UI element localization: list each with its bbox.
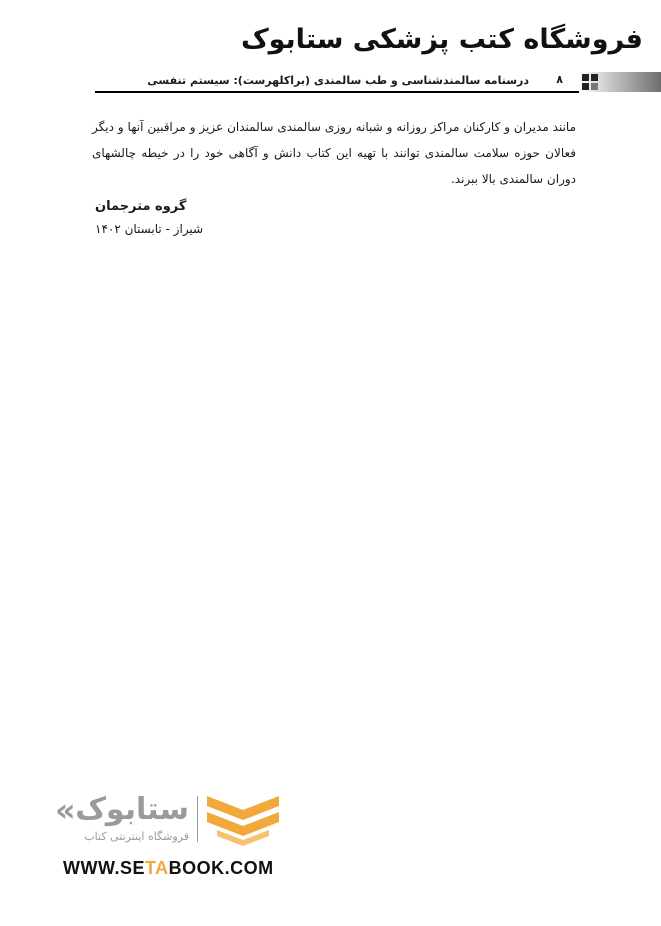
book-stack-icon xyxy=(203,790,283,846)
header-gradient-block xyxy=(579,72,661,92)
url-accent: TA xyxy=(145,858,169,878)
place-date: شیراز - تابستان ۱۴۰۲ xyxy=(95,222,204,236)
footer-url[interactable] xyxy=(63,858,274,879)
store-title: فروشگاه کتب پزشکی ستابوک xyxy=(240,24,643,55)
logo-wordmark: ستابوک xyxy=(75,792,189,827)
signature xyxy=(95,196,203,240)
translators-group: گروه مترجمان xyxy=(95,199,187,214)
logo-subtitle: فروشگاه اینترنتی کتاب xyxy=(84,830,189,843)
running-header xyxy=(95,70,661,94)
page-number: ۸ xyxy=(556,73,563,86)
header-squares-icon xyxy=(582,74,598,90)
header-rule xyxy=(95,91,579,93)
url-part-2: BOOK.COM xyxy=(168,858,274,878)
body-paragraph: مانند مدیران و کارکنان مراکز روزانه و شبانه روزی سالمندی سالمندان عزیز و مراقبین آنها و دیگر فعالان حوزه سلامت سالمندی توانند با تهیه این کتاب دانش و آگاهی خود را در خیطه چالشهای دوران سالمندی بالا ببرند. xyxy=(92,120,576,186)
running-header-text: درسنامه سالمندشناسی و طب سالمندی (براکلهرست): سیستم تنفسی xyxy=(147,74,529,87)
url-part-1: WWW.SE xyxy=(63,858,145,878)
logo-divider xyxy=(197,796,198,842)
chevrons-icon: « xyxy=(55,791,71,829)
setabook-logo xyxy=(55,790,285,850)
